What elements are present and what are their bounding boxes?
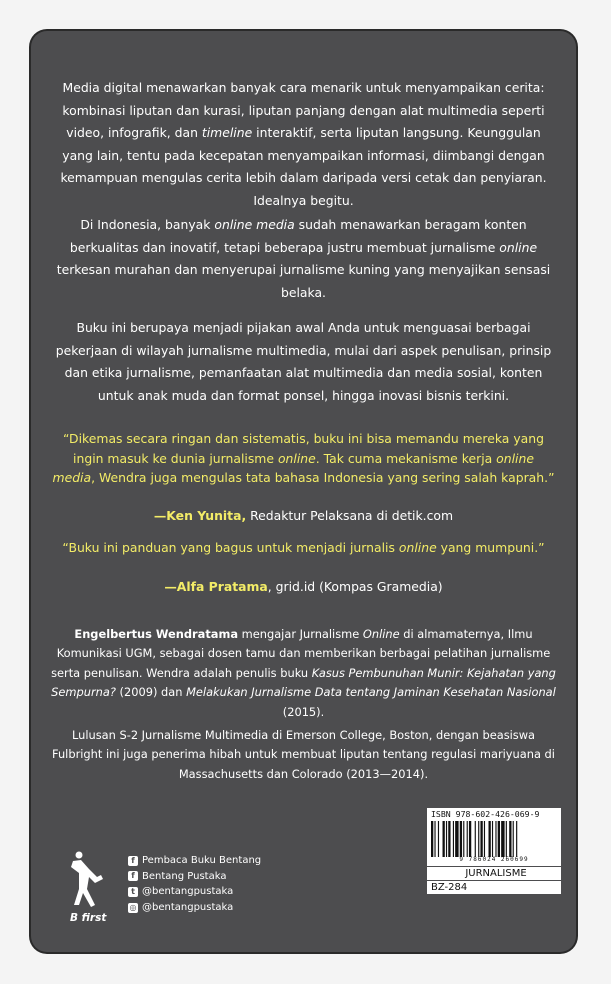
text-run: terkesan murahan dan menyerupai jurnalisme kuning yang menyajikan sensasi belaka.	[56, 262, 551, 300]
text-run: mengajar Jurnalisme	[238, 627, 363, 641]
barcode-panel	[427, 808, 561, 866]
social-item[interactable]	[128, 900, 261, 916]
text-run: interaktif, serta liputan langsung. Keunggulan yang lain, tentu pada kecepatan menyampaikan informasi, diimbangi dengan kemampuan mengulas cerita lebih dalam daripada versi cetak dan penyiaran. Idealnya begitu.	[60, 125, 547, 208]
barcode-bar	[492, 821, 493, 857]
italic-text: online	[277, 450, 316, 466]
social-label: Bentang Pustaka	[142, 870, 227, 882]
text-run: Buku ini berupaya menjadi pijakan awal Anda untuk menguasai berbagai pekerjaan di wilayah jurnalisme multimedia, mulai dari aspek penulisan, prinsip dan etika jurnalisme, pemanfaatan alat multimedia dan media sosial, konten untuk anak muda dan format ponsel, hingga inovasi bisnis terkini.	[55, 320, 552, 403]
endorsement-quote-1	[51, 429, 556, 488]
barcode-bar	[431, 821, 433, 857]
barcode-bar	[484, 821, 485, 857]
blurb-paragraph-1	[51, 77, 556, 212]
barcode-bar	[498, 821, 500, 857]
endorsement-attribution-2	[51, 577, 556, 597]
endorsement-quote-2	[51, 538, 556, 558]
social-item[interactable]	[128, 869, 261, 885]
barcode-bars	[431, 821, 557, 857]
blurb-paragraph-2	[51, 214, 556, 304]
isbn-number: ISBN 978-602-426-069-9	[431, 809, 540, 819]
italic-text: Kasus Pembunuhan Munir: Kejahatan yang Sempurna?	[51, 665, 556, 700]
italic-text: timeline	[201, 125, 253, 140]
barcode-bar	[480, 821, 482, 857]
endorser-role: , grid.id (Kompas Gramedia)	[267, 579, 443, 594]
text-run: (2015).	[282, 704, 325, 719]
twitter-icon: t	[128, 887, 138, 897]
italic-text: online media	[52, 450, 534, 486]
barcode-bar	[453, 821, 454, 857]
barcode-bar	[434, 821, 435, 857]
product-code-text: BZ-284	[431, 882, 468, 893]
barcode-bar	[467, 821, 468, 857]
text-run: Lulusan S-2 Jurnalisme Multimedia di Emerson College, Boston, dengan beasiswa Fulbright ini juga penerima hibah untuk membuat liputan tentang regulasi mariyuana di Massachusetts dan Colorado (2013—2014).	[52, 728, 555, 781]
text-run: Media digital menawarkan banyak cara menarik untuk menyampaikan cerita: kombinasi liputan dan kurasi, liputan panjang dengan alat multimedia seperti video, infografik, dan	[62, 80, 545, 140]
author-bio-paragraph-2	[51, 726, 556, 784]
facebook-icon: f	[128, 871, 138, 881]
blurb-paragraph-3	[51, 317, 556, 407]
barcode-bar	[513, 821, 514, 857]
italic-text: online	[398, 540, 437, 555]
endorser-name: —Alfa Pratama	[164, 579, 268, 594]
italic-text: Melakukan Jurnalisme Data tentang Jaminan Kesehatan Nasional	[186, 685, 556, 700]
barcode-bar	[509, 821, 511, 857]
text-run: , Wendra juga mengulas tata bahasa Indonesia yang sering salah kaprah.”	[91, 470, 555, 486]
barcode-bar	[438, 821, 439, 857]
barcode-bar	[443, 821, 445, 857]
barcode-bar	[501, 821, 504, 857]
barcode-bar	[446, 821, 447, 857]
social-item[interactable]	[128, 853, 261, 869]
endorser-name: —Ken Yunita,	[153, 508, 247, 523]
social-item[interactable]	[128, 884, 261, 900]
barcode-bar	[478, 821, 479, 857]
text-run: . Tak cuma mekanisme kerja	[315, 450, 497, 466]
category-label	[427, 867, 561, 880]
bold-text: Engelbertus Wendratama	[74, 627, 239, 641]
instagram-icon: ◎	[129, 902, 137, 912]
barcode-bar	[448, 821, 450, 857]
italic-text: online	[499, 239, 538, 255]
barcode-bar	[455, 821, 458, 857]
author-bio-paragraph-1	[51, 625, 556, 722]
text-run: “Dikemas secara ringan dan sistematis, buku ini bisa memandu mereka yang ingin masuk ke dunia jurnalisme	[63, 431, 544, 466]
social-label: @bentangpustaka	[142, 886, 234, 898]
barcode-bar	[495, 821, 496, 857]
barcode-bar	[469, 821, 471, 857]
barcode-bar	[516, 821, 517, 857]
text-run: sudah menawarkan beragam konten berkualitas dan inovatif, tetapi beberapa justru membuat jurnalisme	[69, 217, 527, 255]
category-text: JURNALISME	[465, 868, 527, 879]
back-cover	[31, 31, 576, 952]
text-run: di almamaternya, Ilmu Komunikasi UGM, sebagai dosen tamu dan memberikan berbagai pelatihan jurnalisme serta penulisan. Wendra adalah penulis buku	[51, 627, 551, 680]
bentang-first-logo	[67, 849, 107, 911]
barcode-bar	[460, 821, 462, 857]
barcode-bar	[475, 821, 476, 857]
logo-text: B first	[70, 912, 107, 924]
text-run: (2009) dan	[115, 685, 187, 700]
italic-text: Online	[362, 627, 400, 641]
facebook-icon: f	[128, 856, 138, 866]
social-label: @bentangpustaka	[142, 901, 234, 913]
endorsement-attribution-1	[51, 506, 556, 526]
text-run: “Buku ini panduan yang bagus untuk menjadi jurnalis	[62, 540, 399, 555]
barcode-bar	[489, 821, 491, 857]
endorser-role: Redaktur Pelaksana di detik.com	[246, 508, 454, 523]
text-run: Di Indonesia, banyak	[80, 217, 215, 232]
barcode-digits: 9 786024 260699	[459, 856, 529, 863]
italic-text: online media	[214, 217, 295, 232]
social-label: Pembaca Buku Bentang	[142, 855, 262, 866]
product-code-label	[427, 881, 561, 894]
text-run: yang mumpuni.”	[436, 540, 545, 555]
social-links	[128, 853, 261, 915]
barcode-bar	[463, 821, 464, 857]
barcode-bar	[506, 821, 507, 857]
